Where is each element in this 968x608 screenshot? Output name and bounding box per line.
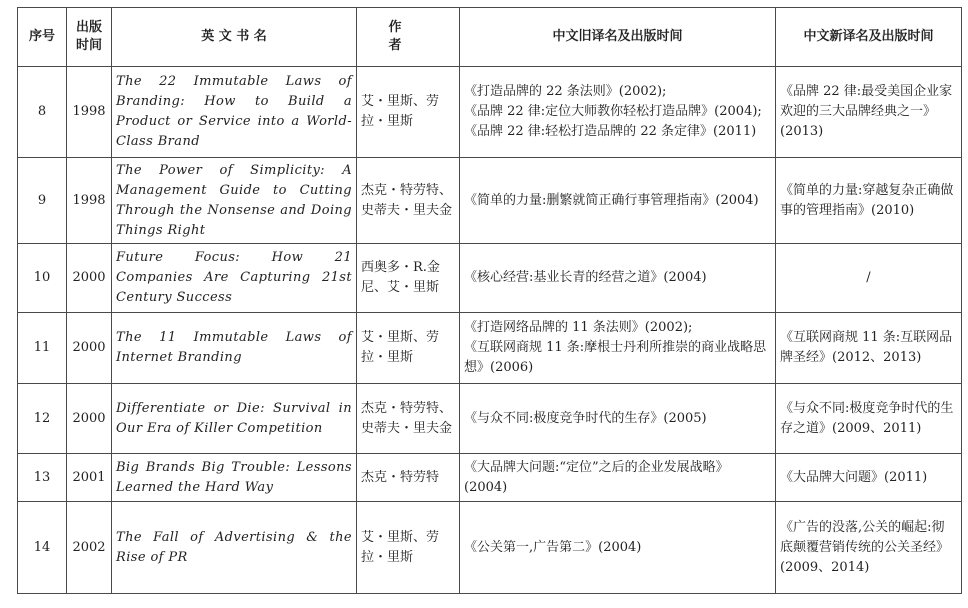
row-num: 11: [18, 313, 67, 384]
row-num: 8: [18, 67, 67, 158]
row-num: 10: [18, 244, 67, 313]
old-title-line: 《核心经营:基业长青的经营之道》(2004): [464, 270, 707, 285]
header-old-title: 中文旧译名及出版时间: [460, 8, 776, 67]
row-author: 杰克・特劳特: [357, 454, 460, 502]
old-title-line: 《公关第一,广告第二》(2004): [464, 539, 642, 555]
table-row: [18, 384, 962, 454]
book-translation-table: [17, 7, 962, 594]
row-old-title: [460, 313, 776, 384]
row-new-title: 《大品牌大问题》(2011): [776, 454, 962, 502]
row-old-title: [460, 158, 776, 244]
row-english-title: Future Focus: How 21 Companies Are Capturing 21st Century Success: [112, 244, 357, 313]
row-new-title: 《品牌 22 律:最受美国企业家欢迎的三大品牌经典之一》(2013): [776, 67, 962, 158]
row-new-title: 《与众不同:极度竞争时代的生存之道》(2009、2011): [776, 384, 962, 454]
row-old-title: [460, 454, 776, 502]
table-row: [18, 244, 962, 313]
row-old-title: [460, 384, 776, 454]
row-author: 杰克・特劳特、史蒂夫・里夫金: [357, 384, 460, 454]
table-row: [18, 67, 962, 158]
row-year: 2001: [67, 454, 112, 502]
old-title-line: 《品牌 22 律:轻松打造品牌的 22 条定律》(2011): [464, 124, 757, 139]
table-row: [18, 502, 962, 594]
row-new-title: 《互联网商规 11 条:互联网品牌圣经》(2012、2013): [776, 313, 962, 384]
row-year: 1998: [67, 158, 112, 244]
row-num: 13: [18, 454, 67, 502]
old-title-line: 《品牌 22 律:定位大师教你轻松打造品牌》(2004);: [464, 104, 762, 119]
row-english-title: The Fall of Advertising & the Rise of PR: [112, 502, 357, 594]
header-year-line2: 时间: [75, 38, 102, 53]
row-new-title: /: [776, 244, 962, 313]
old-title-line: 《与众不同:极度竞争时代的生存》(2005): [464, 410, 707, 426]
header-row: [18, 8, 962, 67]
old-title-line: 《简单的力量:删繁就简正确行事管理指南》(2004): [464, 192, 759, 208]
row-author: 西奥多・R.金尼、艾・里斯: [357, 244, 460, 313]
old-title-line: 《大品牌大问题:“定位”之后的企业发展战略》(2004): [464, 459, 729, 495]
header-year-line1: 出版: [75, 20, 102, 35]
header-english-title: 英 文 书 名: [112, 8, 357, 67]
old-title-line: 《互联网商规 11 条:摩根士丹利所推崇的商业战略思想》(2006): [464, 340, 767, 375]
table-row: [18, 454, 962, 502]
row-year: 1998: [67, 67, 112, 158]
row-english-title: The 11 Immutable Laws of Internet Branding: [112, 313, 357, 384]
row-num: 9: [18, 158, 67, 244]
row-english-title: The 22 Immutable Laws of Branding: How to Build a Product or Service into a World-Class Brand: [112, 67, 357, 158]
row-author: 艾・里斯、劳拉・里斯: [357, 67, 460, 158]
old-title-line: 《打造网络品牌的 11 条法则》(2002);: [464, 320, 693, 335]
row-old-title: [460, 67, 776, 158]
row-year: 2000: [67, 313, 112, 384]
row-english-title: The Power of Simplicity: A Management Guide to Cutting Through the Nonsense and Doing Things Right: [112, 158, 357, 244]
row-num: 14: [18, 502, 67, 594]
table-row: [18, 158, 962, 244]
row-year: 2000: [67, 384, 112, 454]
table-body: [18, 67, 962, 594]
header-new-title: 中文新译名及出版时间: [776, 8, 962, 67]
header-author: 作 者: [357, 8, 460, 67]
header-year: [67, 8, 112, 67]
row-english-title: Big Brands Big Trouble: Lessons Learned the Hard Way: [112, 454, 357, 502]
row-author: 艾・里斯、劳拉・里斯: [357, 313, 460, 384]
header-num: 序号: [18, 8, 67, 67]
row-author: 杰克・特劳特、史蒂夫・里夫金: [357, 158, 460, 244]
row-old-title: [460, 244, 776, 313]
row-new-title: 《简单的力量:穿越复杂正确做事的管理指南》(2010): [776, 158, 962, 244]
table-row: [18, 313, 962, 384]
old-title-line: 《打造品牌的 22 条法则》(2002);: [464, 84, 667, 99]
row-old-title: [460, 502, 776, 594]
table-header: [18, 8, 962, 67]
row-english-title: Differentiate or Die: Survival in Our Era of Killer Competition: [112, 384, 357, 454]
row-new-title: 《广告的没落,公关的崛起:彻底颠覆营销传统的公关圣经》(2009、2014): [776, 502, 962, 594]
row-year: 2002: [67, 502, 112, 594]
row-year: 2000: [67, 244, 112, 313]
row-author: 艾・里斯、劳拉・里斯: [357, 502, 460, 594]
row-num: 12: [18, 384, 67, 454]
